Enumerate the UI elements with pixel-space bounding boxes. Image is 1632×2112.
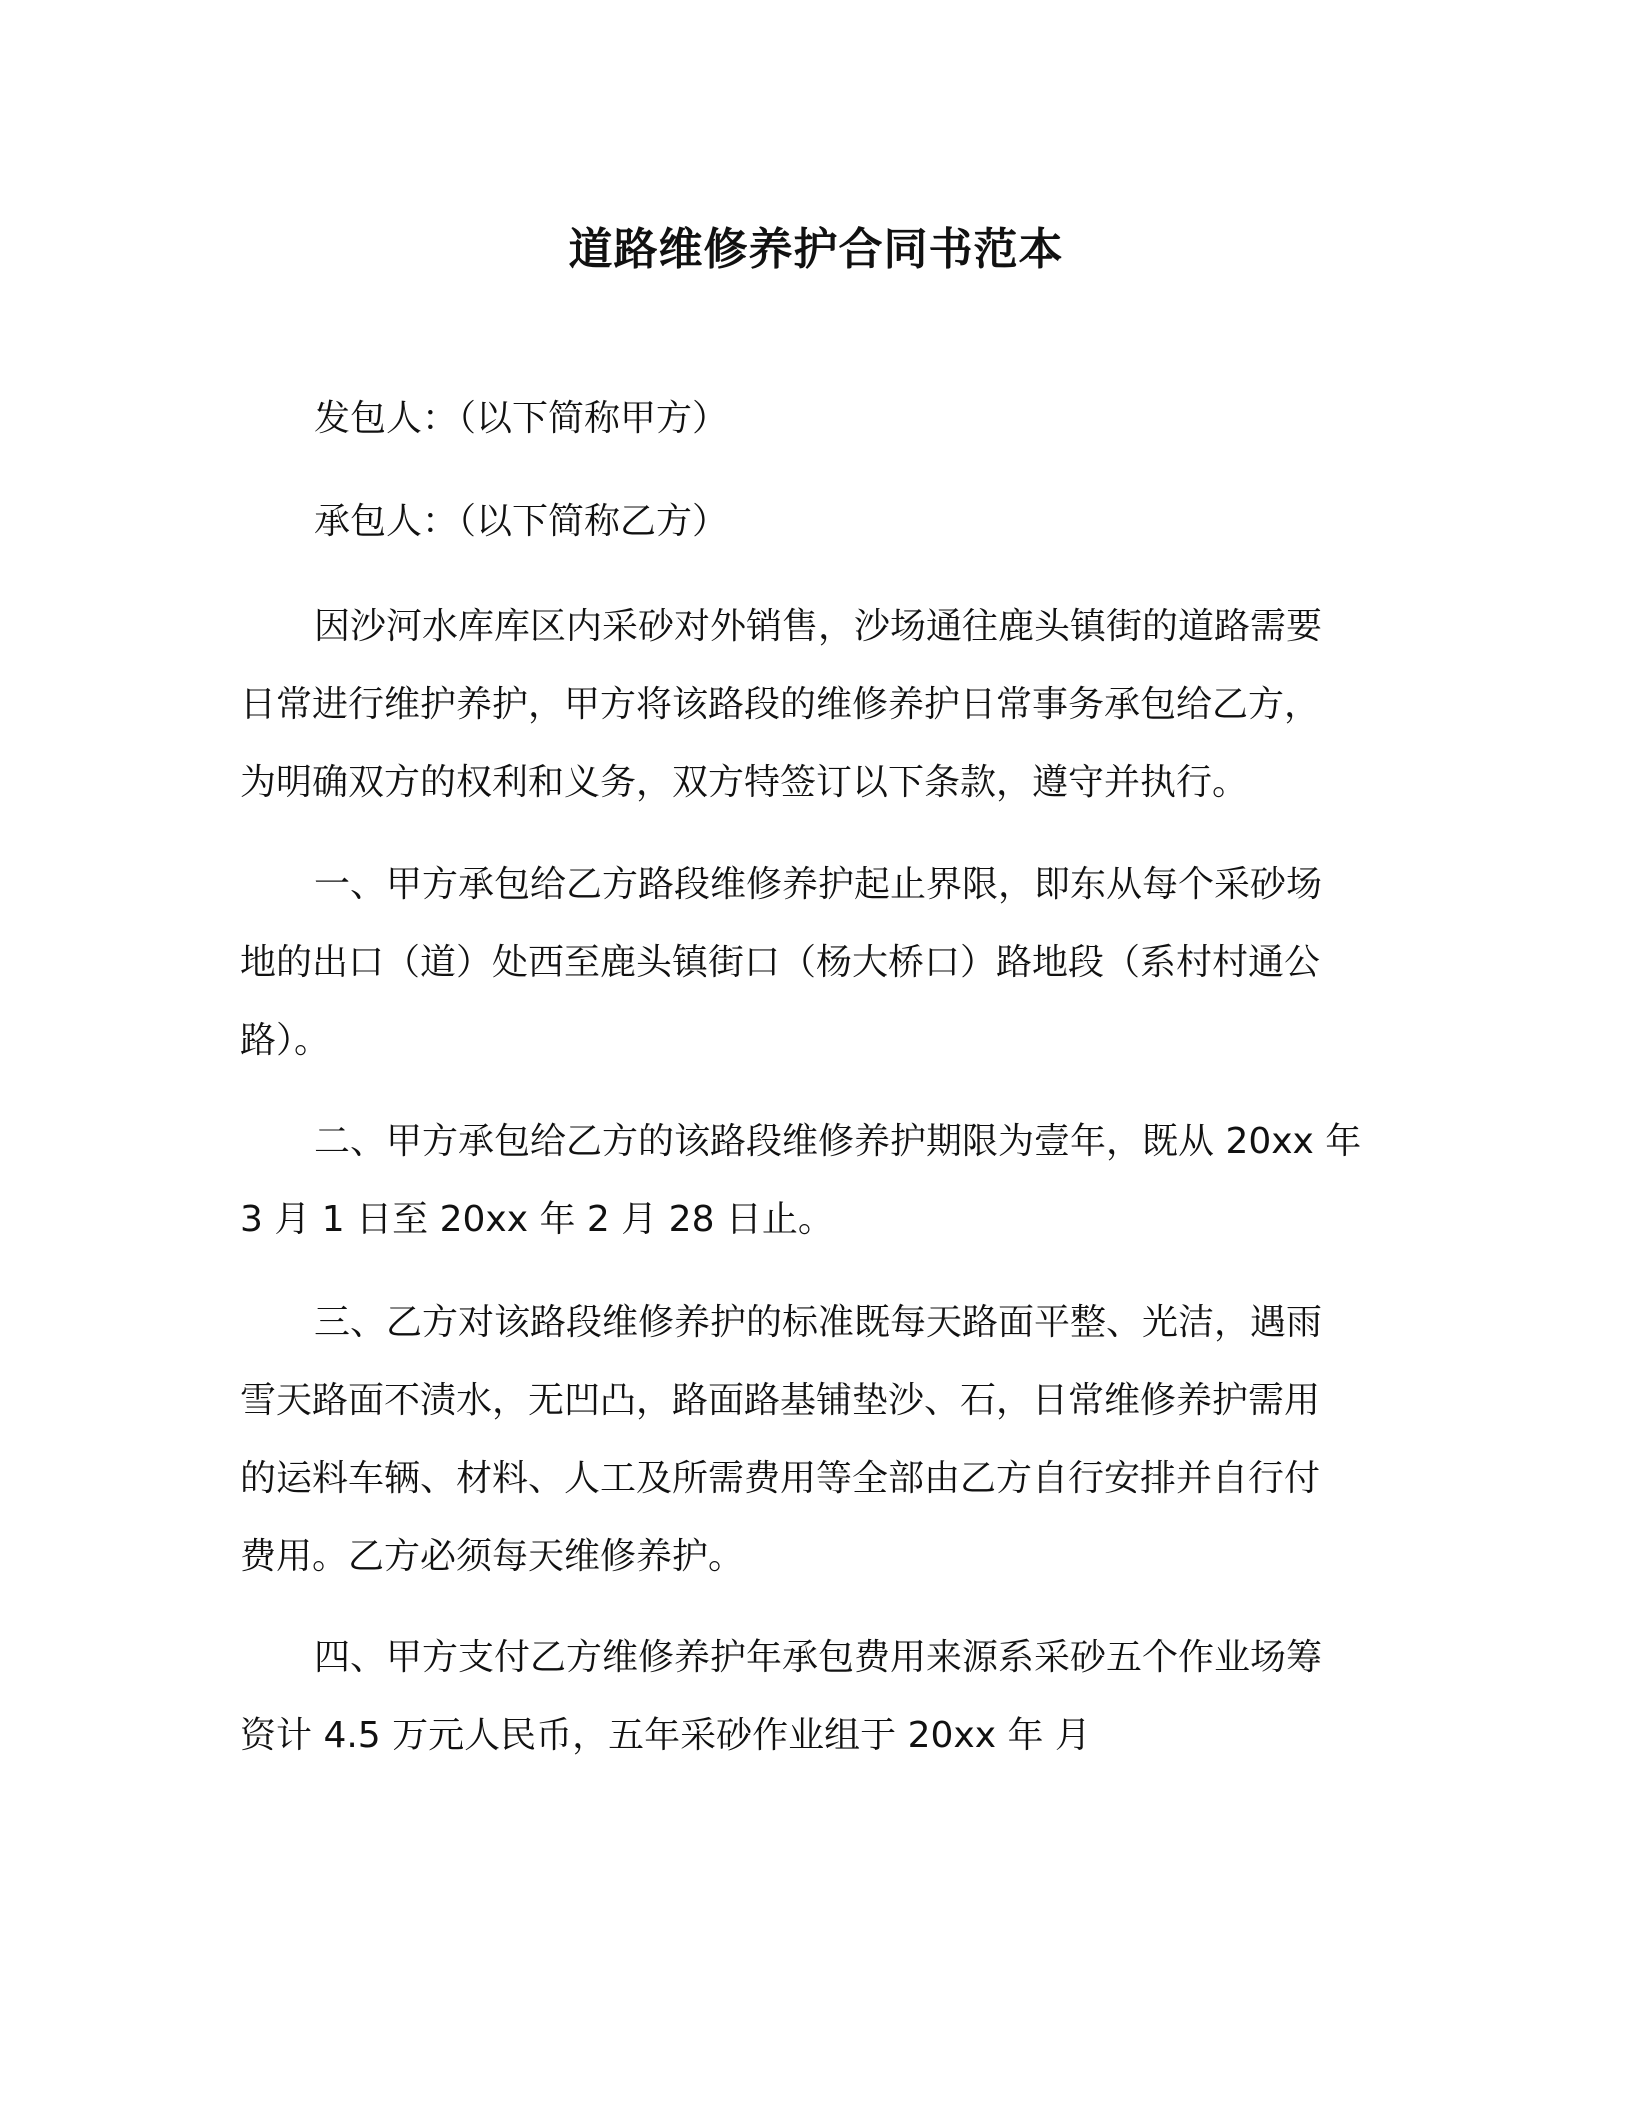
text-line: 为明确双方的权利和义务，双方特签订以下条款，遵守并执行。 xyxy=(240,762,1249,803)
text-line: 一、甲方承包给乙方路段维修养护起止界限，即东从每个采砂场 xyxy=(314,864,1323,905)
text-line: 3 月 1 日至 20xx 年 2 月 28 日止。 xyxy=(240,1199,834,1240)
document-title: 道路维修养护合同书范本 xyxy=(568,224,1064,275)
text-line: 费用。乙方必须每天维修养护。 xyxy=(240,1536,745,1577)
text-line: 承包人：（以下简称乙方） xyxy=(314,501,729,542)
paragraph-clause-2 xyxy=(240,1103,1385,1259)
text-line: 三、乙方对该路段维修养护的标准既每天路面平整、光洁，遇雨 xyxy=(314,1302,1323,1343)
text-line: 的运料车辆、材料、人工及所需费用等全部由乙方自行安排并自行付 xyxy=(240,1458,1321,1499)
paragraph-preamble xyxy=(240,588,1385,822)
paragraph-issuer xyxy=(240,380,1385,458)
paragraph-clause-4 xyxy=(240,1619,1385,1775)
text-line: 发包人：（以下简称甲方） xyxy=(314,398,729,439)
paragraph-clause-3 xyxy=(240,1284,1385,1596)
text-line: 四、甲方支付乙方维修养护年承包费用来源系采砂五个作业场筹 xyxy=(314,1637,1323,1678)
text-line: 地的出口（道）处西至鹿头镇街口（杨大桥口）路地段（系村村通公 xyxy=(240,942,1321,983)
text-line: 二、甲方承包给乙方的该路段维修养护期限为壹年，既从 20xx 年 xyxy=(314,1121,1362,1162)
text-line: 因沙河水库库区内采砂对外销售，沙场通往鹿头镇街的道路需要 xyxy=(314,606,1323,647)
paragraph-contractor xyxy=(240,483,1385,561)
paragraph-clause-1 xyxy=(240,846,1385,1080)
text-line: 路）。 xyxy=(240,1020,331,1061)
text-line: 资计 4.5 万元人民币，五年采砂作业组于 20xx 年 月 xyxy=(240,1715,1091,1756)
text-line: 日常进行维护养护，甲方将该路段的维修养护日常事务承包给乙方， xyxy=(240,684,1321,725)
text-line: 雪天路面不渍水，无凹凸，路面路基铺垫沙、石，日常维修养护需用 xyxy=(240,1380,1321,1421)
